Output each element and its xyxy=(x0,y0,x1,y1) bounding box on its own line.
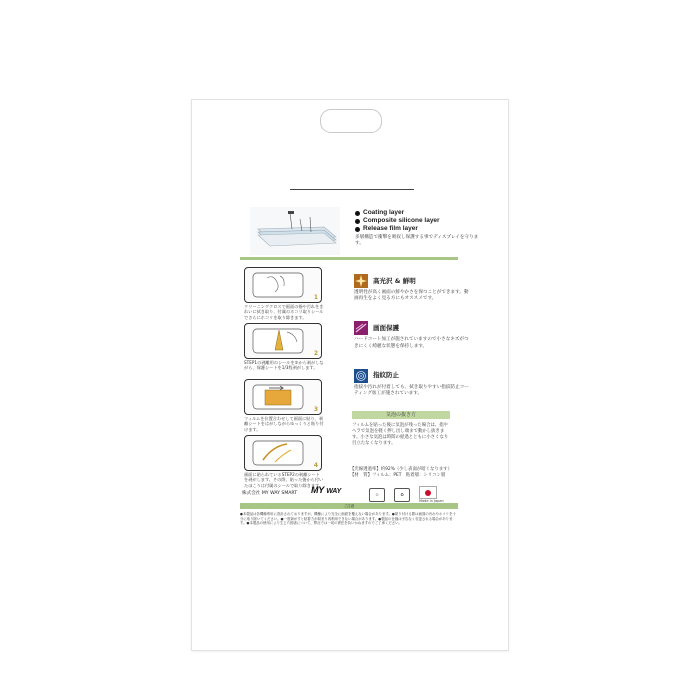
step-text: 画面に貼られているSTEP2の剥離シートを剥がします。その際、貼った後から付いたほこりは付属のシールで取り除きます。 xyxy=(244,472,324,488)
feature-text: ハードコート加工が施されていますので小さなキズがつきにくく綺麗な状態を保持します。 xyxy=(354,337,469,349)
step-number: 2 xyxy=(313,350,318,357)
step-item xyxy=(244,267,324,320)
step-text: STEP1の剥離用のシールを①から剥がしながら、保護シートを1/3程剥がします。 xyxy=(244,360,324,371)
japan-flag-icon xyxy=(419,486,437,499)
layer-description: 多層構造で衝撃を吸収し保護する事でディスプレイを守ります。 xyxy=(355,235,479,246)
step-illustration xyxy=(244,435,322,471)
made-in-japan: Made in Japan xyxy=(419,486,444,503)
layer-item: Release film layer xyxy=(355,225,495,233)
feature-title: 画面保護 xyxy=(373,323,399,332)
step-illustration xyxy=(244,323,322,359)
fingerprint-icon xyxy=(354,368,368,382)
feature-item xyxy=(354,273,499,302)
top-rule xyxy=(290,189,414,190)
feature-title: 指紋防止 xyxy=(373,371,399,380)
feature-item xyxy=(354,368,499,397)
pet-recycle-icon: ♲ xyxy=(369,488,385,502)
step-illustration xyxy=(244,267,322,303)
maker-name: 株式会社 MY WAY SMART xyxy=(242,491,298,496)
notice-text: ●本製品は各機種専用に設計されておりますが、機種により完全に画面を覆えない場合があります。●貼り付ける際は画面の汚れやホコリを十分に取り除いてください。●一度剥がすと粘着力が弱まり再利用できない場合があります。●製品の仕様は予告なく変更される場合があります。●本製品の使用により生じた損害について、弊社では一切の責任を負いかねますのでご了承ください。 xyxy=(240,512,456,526)
feature-title: 高光沢 & 鮮明 xyxy=(373,276,416,285)
bullet-icon xyxy=(355,211,360,216)
tips-text: フィルムを貼った後に気泡が残った場合は、指やヘラで気泡を軽く押し出し端まで動かし抜きます。小さな気泡は時間の経過とともに小さくなり目立たなくなります。 xyxy=(352,423,449,446)
bullet-icon xyxy=(355,227,360,232)
pla-recycle-icon: ♻ xyxy=(394,488,410,502)
sparkle-icon xyxy=(354,273,368,287)
step-item xyxy=(244,323,324,376)
layer-list xyxy=(355,209,495,247)
layer-diagram xyxy=(250,207,340,255)
feature-text: 透明性が高く画面の鮮やかさを保つことができます。動画再生をよく見る方にもオススメです。 xyxy=(354,290,469,302)
layer-item: Composite silicone layer xyxy=(355,217,495,225)
package-card xyxy=(192,100,508,650)
step-illustration xyxy=(244,379,322,415)
step-text: クリーニングクロスで画面の指や汚れをきれいに拭き取り、付属のホコリ取りシールでさらにホコリを取り除きます。 xyxy=(244,304,324,320)
specs xyxy=(350,467,460,479)
step-text: フィルムを位置合わせして画面に貼り、剥離シートをはがしながらゆっくりと貼り付けます。 xyxy=(244,416,324,432)
spec-line: 【材 質】フィルム：PET 粘着層：シリコン層 xyxy=(350,473,446,478)
step-item xyxy=(244,379,324,432)
feature-list xyxy=(354,273,499,415)
feature-item xyxy=(354,320,499,349)
brand-logo: MY WAY xyxy=(311,485,342,495)
step-number: 1 xyxy=(313,294,318,301)
bullet-icon xyxy=(355,219,360,224)
layer-item: Coating layer xyxy=(355,209,495,217)
notice-heading: ご注意 xyxy=(240,503,458,509)
cert-marks xyxy=(369,486,444,503)
feature-text: 指紋や汚れが付着しても、拭き取りやすい指紋防止コーティング加工が施されています。 xyxy=(354,384,469,397)
install-steps xyxy=(244,267,324,491)
step-item xyxy=(244,435,324,488)
section-divider xyxy=(240,257,458,260)
hang-hole xyxy=(320,109,382,133)
step-number: 4 xyxy=(313,462,318,469)
step-number: 3 xyxy=(313,406,318,413)
tips-heading: 気泡の抜き方 xyxy=(352,411,450,419)
spec-line: 【光線透過率】約92%（少し表面が暗くなります） xyxy=(350,467,452,472)
shield-icon xyxy=(354,320,368,334)
